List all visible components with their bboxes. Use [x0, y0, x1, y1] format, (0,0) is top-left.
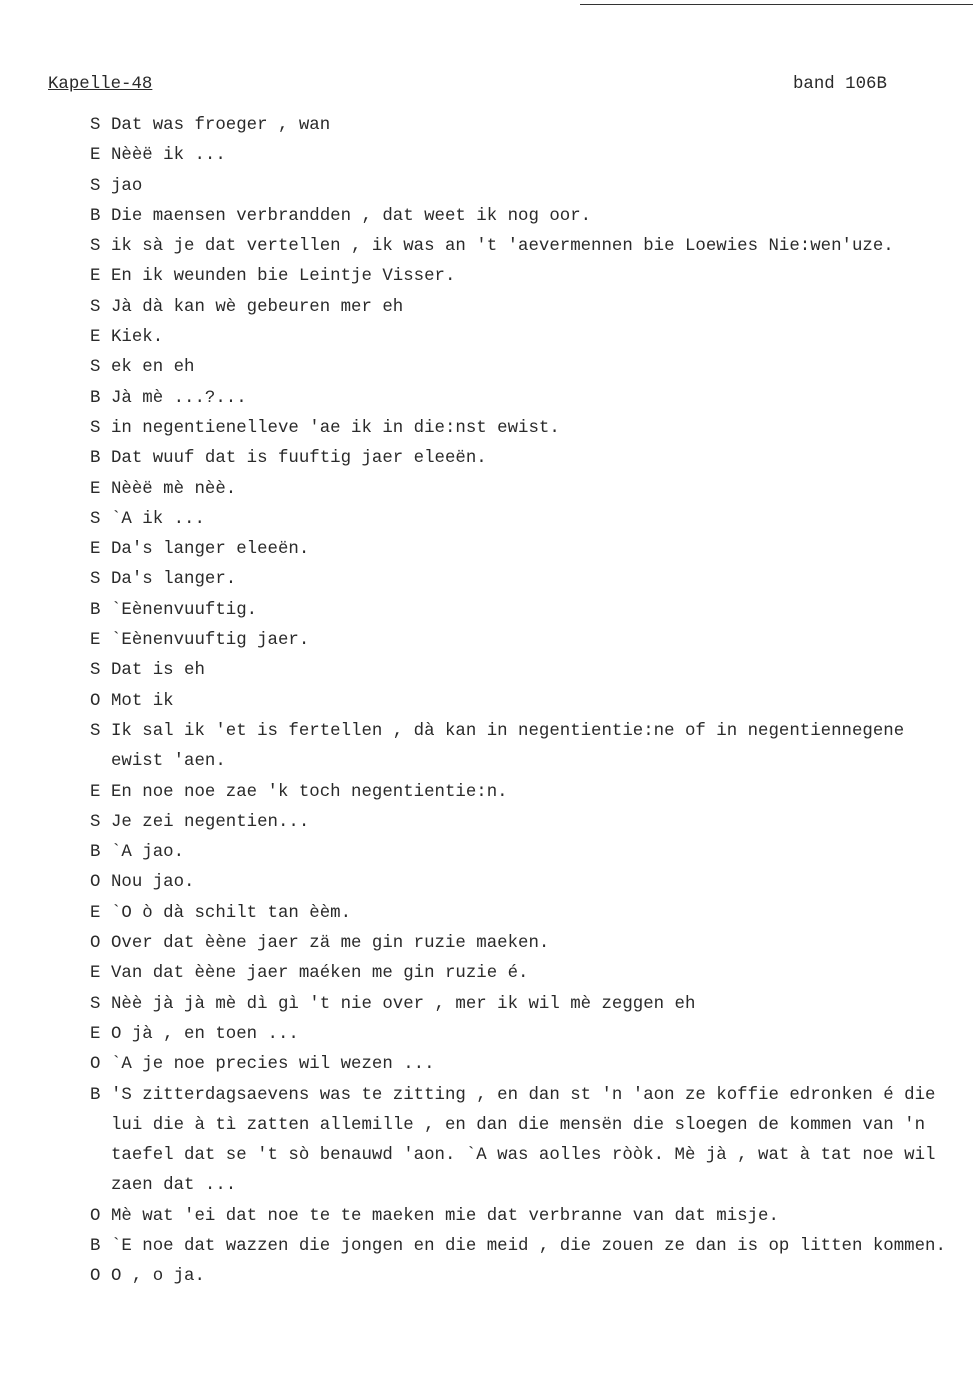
speaker-label: S: [90, 297, 101, 317]
utterance-text: Ik sal ik 'et is fertellen , dà kan in negentientie:ne of in negentiennegene: [111, 721, 905, 741]
speaker-label: S: [90, 237, 101, 257]
transcript-line: [90, 717, 946, 747]
utterance-text: Over dat èène jaer zä me gin ruzie maeken.: [111, 934, 550, 954]
transcript-line: [90, 596, 946, 626]
utterance-text: Jà mè ...?...: [111, 388, 247, 408]
document-title: Kapelle-48: [48, 75, 153, 94]
transcript-line: [90, 1232, 946, 1262]
utterance-text: Nèè jà jà mè dì gì 't nie over , mer ik wil mè zeggen eh: [111, 994, 696, 1014]
speaker-label: O: [90, 934, 101, 954]
speaker-label: O: [90, 1267, 101, 1287]
speaker-label: S: [90, 418, 101, 438]
transcript-line: [90, 868, 946, 898]
transcript-line: [90, 353, 946, 383]
transcript-line: [90, 565, 946, 595]
transcript-line: [90, 808, 946, 838]
speaker-label: B: [90, 600, 101, 620]
utterance-text: `E noe dat wazzen die jongen en die meid , die zouen ze dan is op litten kommen.: [111, 1236, 946, 1256]
utterance-text: taefel dat se 't sò benauwd 'aon. `A was aolles ròòk. Mè jà , wat à tat noe wil: [111, 1146, 936, 1166]
utterance-text: O , o ja.: [111, 1267, 205, 1287]
transcript-line: [90, 262, 946, 292]
utterance-text: zaen dat ...: [111, 1176, 237, 1196]
transcript-line-continuation: [90, 1141, 946, 1171]
speaker-label: E: [90, 328, 101, 348]
utterance-text: Kiek.: [111, 328, 164, 348]
utterance-text: lui die à tì zatten allemille , en dan die mensën die sloegen de kommen van 'n: [111, 1115, 926, 1135]
transcript-line: [90, 323, 946, 353]
speaker-label: O: [90, 1206, 101, 1226]
utterance-text: Da's langer.: [111, 570, 237, 590]
speaker-label: E: [90, 631, 101, 651]
speaker-label: S: [90, 994, 101, 1014]
speaker-label: E: [90, 479, 101, 499]
utterance-text: Da's langer eleeën.: [111, 540, 310, 560]
transcript-line: [90, 959, 946, 989]
speaker-label: E: [90, 267, 101, 287]
utterance-text: Nèèë ik ...: [111, 146, 226, 166]
speaker-label: B: [90, 1236, 101, 1256]
utterance-text: 'S zitterdagsaevens was te zitting , en dan st 'n 'aon ze koffie edronken é die: [111, 1085, 936, 1105]
utterance-text: `Eènenvuuftig jaer.: [111, 631, 310, 651]
transcript-line-continuation: [90, 1111, 946, 1141]
transcript-line: [90, 687, 946, 717]
band-label: band 106B: [793, 75, 887, 94]
utterance-text: Dat wuuf dat is fuuftig jaer eleeën.: [111, 449, 487, 469]
speaker-label: B: [90, 388, 101, 408]
utterance-text: ik sà je dat vertellen , ik was an 't 'aevermennen bie Loewies Nie:wen'uze.: [111, 237, 894, 257]
utterance-text: ewist 'aen.: [111, 752, 226, 772]
speaker-label: E: [90, 903, 101, 923]
transcript-line: [90, 1081, 946, 1111]
speaker-label: S: [90, 661, 101, 681]
utterance-text: En ik weunden bie Leintje Visser.: [111, 267, 456, 287]
speaker-label: S: [90, 570, 101, 590]
transcript-line: [90, 111, 946, 141]
utterance-text: Nou jao.: [111, 873, 195, 893]
speaker-label: O: [90, 1055, 101, 1075]
transcript-line: [90, 444, 946, 474]
utterance-text: `A jao.: [111, 843, 185, 863]
speaker-label: B: [90, 1085, 101, 1105]
speaker-label: S: [90, 176, 101, 196]
utterance-text: in negentienelleve 'ae ik in die:nst ewist.: [111, 418, 560, 438]
speaker-label: E: [90, 964, 101, 984]
transcript-line: [90, 141, 946, 171]
transcript-line: [90, 626, 946, 656]
top-rule: [580, 4, 973, 5]
speaker-label: E: [90, 540, 101, 560]
transcript-line: [90, 414, 946, 444]
transcript-line: [90, 1202, 946, 1232]
transcript-line: [90, 475, 946, 505]
speaker-label: S: [90, 509, 101, 529]
utterance-text: Dat is eh: [111, 661, 205, 681]
utterance-text: En noe noe zae 'k toch negentientie:n.: [111, 782, 508, 802]
transcript-line: [90, 535, 946, 565]
speaker-label: S: [90, 116, 101, 135]
utterance-text: Dat was froeger , wan: [111, 116, 331, 135]
speaker-label: S: [90, 812, 101, 832]
utterance-text: `A ik ...: [111, 509, 205, 529]
transcript-line-continuation: [90, 1171, 946, 1201]
utterance-text: Die maensen verbrandden , dat weet ik nog oor.: [111, 206, 592, 226]
speaker-label: S: [90, 721, 101, 741]
utterance-text: Mè wat 'ei dat noe te te maeken mie dat verbranne van dat misje.: [111, 1206, 779, 1226]
speaker-label: S: [90, 358, 101, 378]
utterance-text: `O ò dà schilt tan èèm.: [111, 903, 352, 923]
utterance-text: ek en eh: [111, 358, 195, 378]
transcript-line: [90, 293, 946, 323]
utterance-text: O jà , en toen ...: [111, 1024, 299, 1044]
utterance-text: Mot ik: [111, 691, 174, 711]
utterance-text: Je zei negentien...: [111, 812, 310, 832]
utterance-text: Jà dà kan wè gebeuren mer eh: [111, 297, 404, 317]
speaker-label: E: [90, 1024, 101, 1044]
utterance-text: `A je noe precies wil wezen ...: [111, 1055, 435, 1075]
transcript-line: [90, 202, 946, 232]
speaker-label: B: [90, 843, 101, 863]
transcript-line: [90, 778, 946, 808]
utterance-text: Nèèë mè nèè.: [111, 479, 237, 499]
transcript-line: [90, 172, 946, 202]
transcript-line: [90, 929, 946, 959]
transcript-line: [90, 384, 946, 414]
transcript-line: [90, 838, 946, 868]
transcript-line: [90, 656, 946, 686]
speaker-label: O: [90, 873, 101, 893]
utterance-text: Van dat èène jaer maéken me gin ruzie é.: [111, 964, 529, 984]
transcript-line: [90, 1020, 946, 1050]
speaker-label: O: [90, 691, 101, 711]
transcript-line: [90, 505, 946, 535]
transcript-line: [90, 990, 946, 1020]
speaker-label: B: [90, 206, 101, 226]
transcript-line: [90, 1050, 946, 1080]
speaker-label: E: [90, 146, 101, 166]
transcript-line-continuation: [90, 747, 946, 777]
transcript: [90, 111, 946, 1293]
transcript-line: [90, 899, 946, 929]
transcript-line: [90, 1262, 946, 1292]
speaker-label: E: [90, 782, 101, 802]
speaker-label: B: [90, 449, 101, 469]
transcript-line: [90, 232, 946, 262]
utterance-text: jao: [111, 176, 143, 196]
utterance-text: `Eènenvuuftig.: [111, 600, 258, 620]
